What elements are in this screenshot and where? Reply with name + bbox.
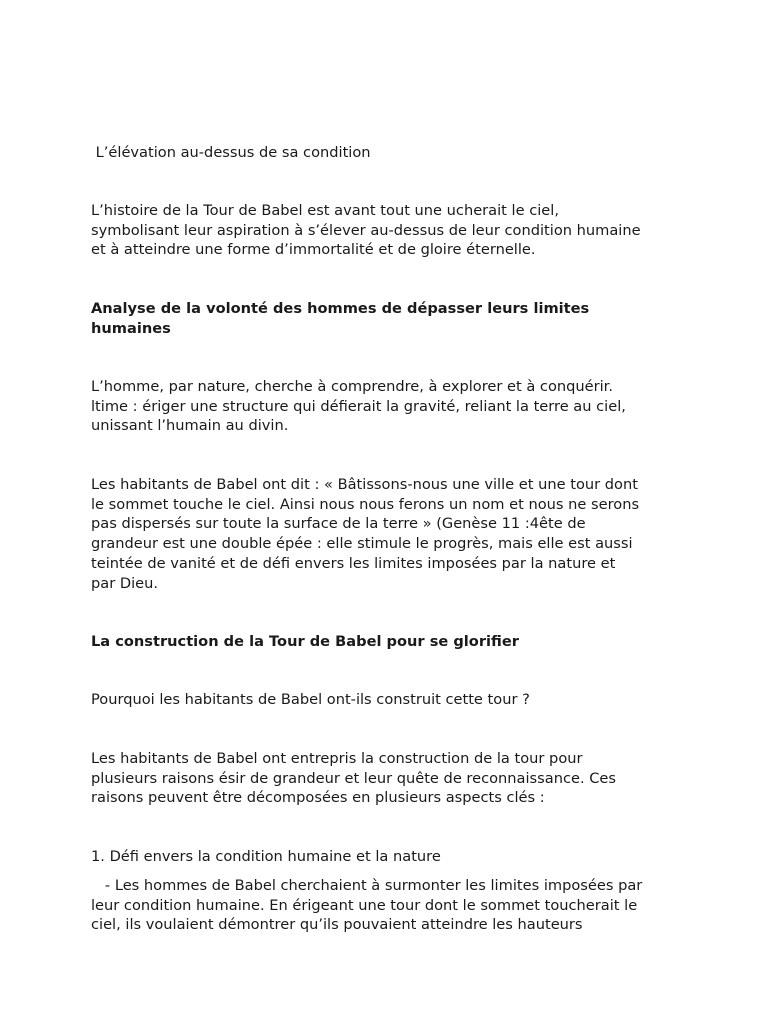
paragraph-line: le sommet touche le ciel. Ainsi nous nous ferons un nom et nous ne serons xyxy=(91,495,640,513)
paragraph-line: par Dieu. xyxy=(91,574,159,592)
paragraph-line: grandeur est une double épée : elle stimule le progrès, mais elle est aussi xyxy=(91,535,633,553)
paragraph-line: L’homme, par nature, cherche à comprendre, à explorer et à conquérir. xyxy=(91,378,613,395)
section-heading-analysis xyxy=(91,299,691,338)
paragraph-line: Les habitants de Babel ont dit : « Bâtissons-nous une ville et une tour dont xyxy=(91,476,638,493)
paragraph-line: raisons peuvent être décomposées en plusieurs aspects clés : xyxy=(91,789,545,807)
question-paragraph xyxy=(91,690,691,710)
paragraph-line: 1. Défi envers la condition humaine et la nature xyxy=(91,848,441,865)
section-heading-construction xyxy=(91,632,691,652)
document-title xyxy=(91,143,691,163)
nature-paragraph xyxy=(91,377,691,436)
paragraph-line: symbolisant leur aspiration à s’élever au-dessus de leur condition humaine xyxy=(91,221,641,239)
paragraph-line: et à atteindre une forme d’immortalité et de gloire éternelle. xyxy=(91,241,536,259)
intro-paragraph xyxy=(91,201,691,260)
heading-line: Analyse de la volonté des hommes de dépasser leurs limites xyxy=(91,300,590,317)
title-line: L’élévation au-dessus de sa condition xyxy=(91,144,371,161)
paragraph-line: unissant l’humain au divin. xyxy=(91,417,289,435)
paragraph-line: - Les hommes de Babel cherchaient à surmonter les limites imposées par xyxy=(91,877,643,894)
paragraph-line: Les habitants de Babel ont entrepris la construction de la tour pour xyxy=(91,750,583,767)
paragraph-line: Pourquoi les habitants de Babel ont-ils construit cette tour ? xyxy=(91,691,530,708)
paragraph-line: plusieurs raisons ésir de grandeur et leur quête de reconnaissance. Ces xyxy=(91,769,616,787)
list-item-1-detail xyxy=(91,876,691,935)
paragraph-line: teintée de vanité et de défi envers les limites imposées par la nature et xyxy=(91,554,616,572)
quote-paragraph xyxy=(91,475,691,593)
paragraph-line: ciel, ils voulaient démontrer qu’ils pouvaient atteindre les hauteurs xyxy=(91,916,583,934)
paragraph-line: leur condition humaine. En érigeant une tour dont le sommet toucherait le xyxy=(91,896,638,914)
heading-line: humaines xyxy=(91,319,171,337)
reasons-paragraph xyxy=(91,749,691,808)
paragraph-line: pas dispersés sur toute la surface de la terre » (Genèse 11 :4ête de xyxy=(91,515,586,533)
list-item-1 xyxy=(91,847,691,867)
paragraph-line: L’histoire de la Tour de Babel est avant tout une ucherait le ciel, xyxy=(91,202,559,219)
heading-line: La construction de la Tour de Babel pour se glorifier xyxy=(91,633,519,650)
paragraph-line: ltime : ériger une structure qui défierait la gravité, reliant la terre au ciel, xyxy=(91,397,626,415)
